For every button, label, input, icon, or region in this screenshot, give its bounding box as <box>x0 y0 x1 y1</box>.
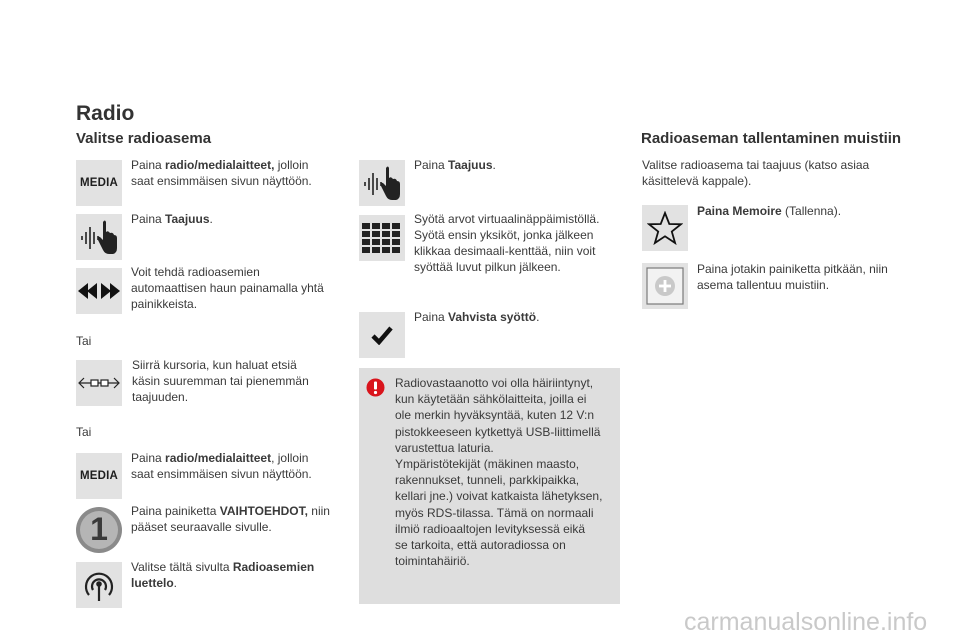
mid-step-confirm-text: Paina Vahvista syöttö. <box>414 310 540 324</box>
save-intro-text: Valitse radioasema tai taajuus (katso asiaa käsittelevä kappale). <box>642 158 870 188</box>
save-long-press-text: Paina jotakin painiketta pitkään, niin asema tallentuu muistiin. <box>697 262 888 292</box>
mid-step-frequency-text: Paina Taajuus. <box>414 158 496 172</box>
star-icon <box>642 205 688 251</box>
section-heading-select-station: Valitse radioasema <box>76 130 212 147</box>
add-preset-icon <box>642 263 688 309</box>
mid-step-keypad-text: Syötä arvot virtuaalinäppäimistöllä. Syötä ensin yksiköt, jonka jälkeen klikkaa desimaali-kenttää, niin voit syöttää luvut pilkun jälkeen. <box>414 212 600 274</box>
step-media-text-2: Paina radio/medialaitteet, jolloin saat ensimmäisen sivun näyttöön. <box>131 451 312 481</box>
section-heading-save-station: Radioaseman tallentaminen muistiin <box>641 130 902 147</box>
media-button-icon <box>76 160 122 206</box>
radio-list-icon <box>76 562 122 608</box>
seek-arrows-icon <box>76 268 122 314</box>
tune-hand-icon <box>76 214 122 260</box>
media-icon: MEDIA <box>79 470 119 482</box>
save-memory-text: Paina Memoire (Tallenna). <box>697 204 842 218</box>
media-icon: MEDIA <box>79 177 119 189</box>
step-manual-search-text: Siirrä kursoria, kun haluat etsiä käsin suuremman tai pienemmän taajuuden. <box>132 358 309 404</box>
or-label: Tai <box>76 334 92 348</box>
or-label-2: Tai <box>76 425 92 439</box>
step-frequency-text: Paina Taajuus. <box>131 212 213 226</box>
step-options-text: Paina painiketta VAIHTOEHDOT, niin pääset seuraavalle sivulle. <box>131 504 330 534</box>
warning-icon <box>366 378 385 397</box>
checkmark-icon <box>359 312 405 358</box>
page-title: Radio <box>76 102 135 125</box>
cursor-slider-icon <box>76 360 122 406</box>
number-one-label: 1 <box>90 511 108 547</box>
tune-hand-icon <box>359 160 405 206</box>
media-button-icon-2 <box>76 453 122 499</box>
step-station-list-text: Valitse tältä sivulta Radioasemien luettelo. <box>131 560 315 590</box>
warning-note-text: Radiovastaanotto voi olla häiriintynyt, kun käytetään sähkölaitteita, joilla ei ole merkin hyväksyntää, kuten 12 V:n pistokkeeseen kytkettyä USB-liittimellä varustettua laturia. Ympäristötekijät (mäkinen maasto, rakennukset, tunneli, parkkipaikka, kellari jne.) voivat katkaista lähetyksen, myös RDS-tilassa. Tämä on normaali ilmiö radioaaltojen levityksessä eikä se tarkoita, että autoradiossa on toimintahäiriö. <box>395 376 603 569</box>
number-one-icon <box>74 505 124 555</box>
step-media-text: Paina radio/medialaitteet, jolloin saat ensimmäisen sivun näyttöön. <box>131 158 312 188</box>
watermark: carmanualsonline.info <box>684 608 928 636</box>
keypad-icon <box>359 215 405 261</box>
step-auto-search-text: Voit tehdä radioasemien automaattisen haun painamalla yhtä painikkeista. <box>131 265 324 311</box>
